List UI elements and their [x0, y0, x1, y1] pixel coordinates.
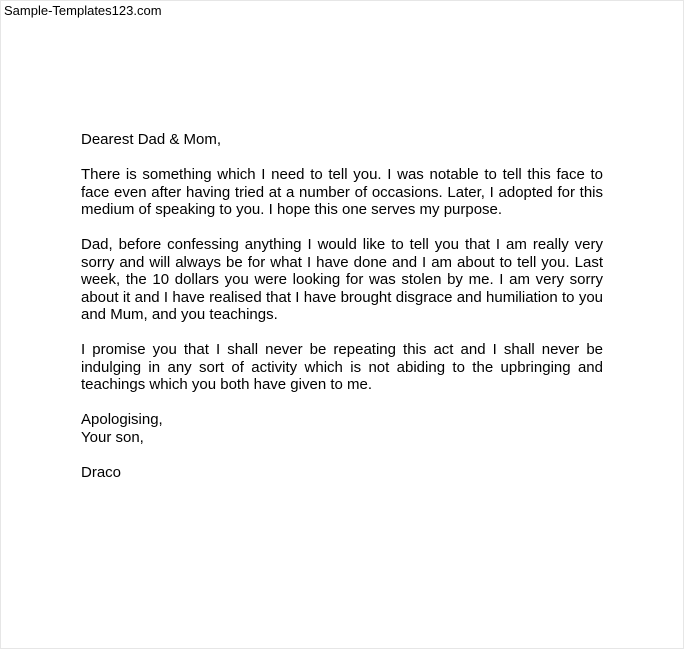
letter-body — [81, 131, 603, 481]
site-watermark: Sample-Templates123.com — [4, 3, 162, 18]
closing-line-your-son: Your son, — [81, 428, 144, 446]
letter-closing — [81, 411, 603, 446]
letter-signature: Draco — [81, 463, 122, 481]
closing-line-apologising: Apologising, — [81, 411, 163, 428]
letter-paragraph-3: I promise you that I shall never be repeating this act and I shall never be indulging in any sort of activity which is not abiding to the upbringing and teachings which you both have given to me. — [81, 341, 603, 393]
letter-salutation: Dearest Dad & Mom, — [81, 131, 222, 148]
letter-paragraph-2: Dad, before confessing anything I would like to tell you that I am really very sorry and will always be for what I have done and I am about to tell you. Last week, the 10 dollars you were looking for was stolen by me. I am very sorry about it and I have realised that I have brought disgrace and humiliation to you and Mum, and you teachings. — [81, 236, 603, 323]
letter-paragraph-1: There is something which I need to tell you. I was notable to tell this face to face even after having tried at a number of occasions. Later, I adopted for this medium of speaking to you. I hope this one serves my purpose. — [81, 166, 603, 218]
